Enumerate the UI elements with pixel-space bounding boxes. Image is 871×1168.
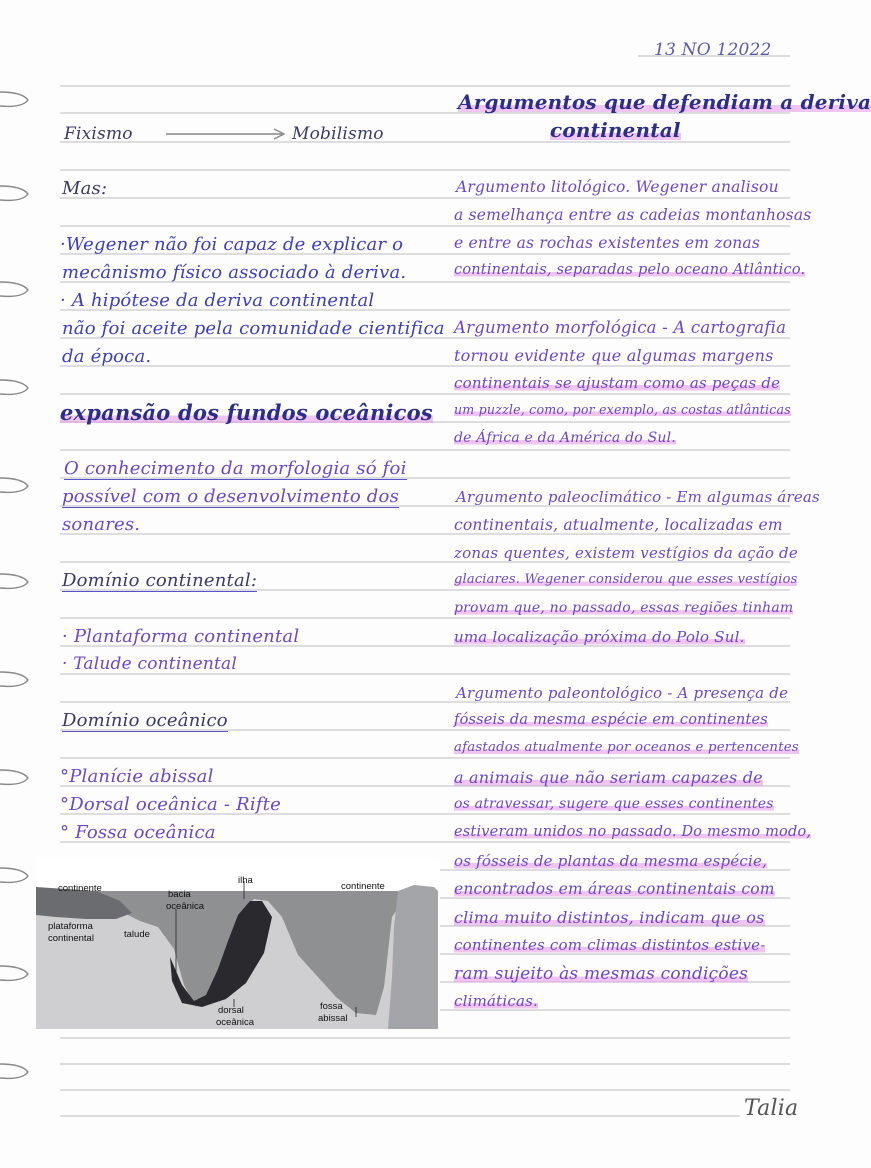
text-line: encontrados em áreas continentais com — [454, 880, 775, 898]
text-line: afastados atualmente por oceanos e pertencentes — [454, 740, 799, 755]
diagram-label: continente — [341, 881, 385, 892]
text-line: os atravessar, sugere que esses continentes — [454, 796, 774, 812]
list-item: °Planície abissal — [60, 766, 214, 787]
text-line: fósseis da mesma espécie em continentes — [454, 712, 768, 728]
binder-holes — [0, 0, 40, 1168]
text-line: continentais se ajustam como as peças de — [454, 374, 781, 392]
paragraph-line-3: sonares. — [62, 514, 141, 535]
text-line: tornou evidente que algumas margens — [454, 346, 774, 365]
date: 13 NO 12022 — [654, 40, 772, 60]
text-line: continentais, atualmente, localizadas em — [454, 516, 783, 534]
paragraph-line-2: possível com o desenvolvimento dos — [62, 486, 400, 507]
text-line: glaciares. Wegener considerou que esses vestígios — [454, 572, 798, 587]
diagram-label: fossa — [320, 1001, 343, 1012]
right-title-line-1: Argumentos que defendiam a deriva — [458, 90, 871, 114]
text-line: ram sujeito às mesmas condições — [454, 964, 749, 984]
diagram-label: ilha — [238, 875, 253, 886]
text-line: estiveram unidos no passado. Do mesmo modo, — [454, 824, 812, 840]
diagram-label: dorsal — [218, 1005, 244, 1016]
fixismo-label: Fixismo — [64, 124, 133, 144]
bullet-2-line-3: da época. — [62, 346, 152, 367]
text-line: provam que, no passado, essas regiões tinham — [454, 600, 794, 616]
text-line: zonas quentes, existem vestígios da ação de — [454, 544, 798, 562]
signature: Talia — [744, 1096, 799, 1121]
diagram-label: continente — [58, 883, 102, 894]
mobilismo-label: Mobilismo — [292, 124, 384, 144]
list-item: · Talude continental — [62, 654, 238, 674]
text-line: Argumento paleoclimático - Em algumas áreas — [456, 488, 820, 506]
bullet-2-line-1: · A hipótese da deriva continental — [60, 290, 375, 311]
diagram-label: oceânica — [166, 901, 205, 912]
text-line: Argumento litológico. Wegener analisou — [456, 178, 779, 196]
section-heading-expansao: expansão dos fundos oceânicos — [60, 400, 433, 425]
text-line: climáticas. — [454, 992, 538, 1010]
text-line: a semelhança entre as cadeias montanhosas — [454, 206, 812, 224]
list-item: · Plantaforma continental — [62, 626, 300, 647]
diagram-label: bacia — [168, 889, 191, 900]
text-line: a animais que não seriam capazes de — [454, 768, 763, 787]
text-line: os fósseis de plantas da mesma espécie, — [454, 852, 768, 870]
mas-label: Mas: — [62, 178, 108, 199]
bullet-1-line-1: ·Wegener não foi capaz de explicar o — [60, 234, 404, 255]
ocean-floor-diagram — [36, 857, 438, 1029]
right-title-line-2: continental — [550, 118, 681, 142]
bullet-1-line-2: mecânismo físico associado à deriva. — [62, 262, 407, 283]
text-line: clima muito distintos, indicam que os — [454, 908, 765, 927]
arrow-icon — [166, 126, 288, 142]
bullet-2-line-2: não foi aceite pela comunidade cientifica — [62, 318, 445, 339]
text-line: continentais, separadas pelo oceano Atlântico. — [454, 262, 806, 278]
diagram-label: plataforma — [48, 921, 93, 932]
dominio-continental-heading: Domínio continental: — [62, 570, 258, 591]
diagram-label: continental — [48, 933, 94, 944]
text-line: e entre as rochas existentes em zonas — [454, 234, 761, 252]
text-line: Argumento morfológica - A cartografia — [454, 318, 787, 337]
text-line: de África e da América do Sul. — [454, 430, 676, 446]
diagram-label: talude — [124, 929, 150, 940]
paragraph-line-1: O conhecimento da morfologia só foi — [64, 458, 407, 479]
list-item: °Dorsal oceânica - Rifte — [60, 794, 281, 815]
text-line: um puzzle, como, por exemplo, as costas atlânticas — [454, 402, 791, 417]
diagram-label: abissal — [318, 1013, 348, 1024]
dominio-oceanico-heading: Domínio oceânico — [62, 710, 228, 731]
list-item: ° Fossa oceânica — [60, 822, 216, 843]
text-line: continentes com climas distintos estive- — [454, 936, 766, 954]
text-line: Argumento paleontológico - A presença de — [456, 684, 789, 702]
text-line: uma localização próxima do Polo Sul. — [454, 628, 745, 646]
diagram-label: oceânica — [216, 1017, 255, 1028]
